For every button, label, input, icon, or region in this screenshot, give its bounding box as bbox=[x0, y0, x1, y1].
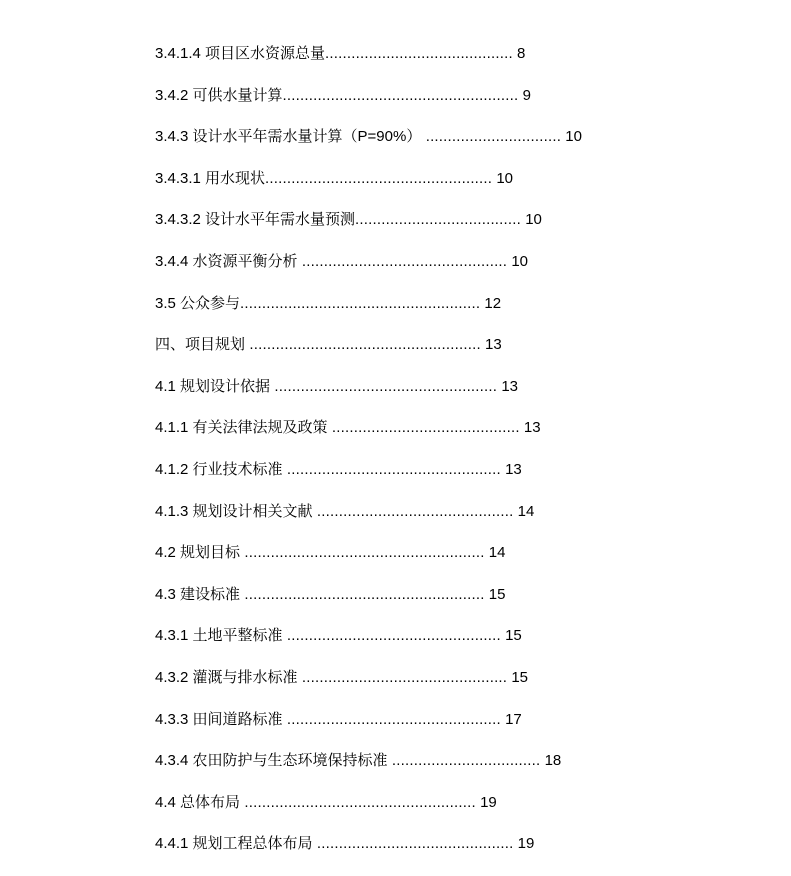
toc-leader-dots: ................................................... bbox=[270, 377, 498, 395]
toc-entry[interactable] bbox=[155, 375, 775, 417]
toc-leader-dots: ................................................. bbox=[282, 460, 501, 478]
toc-entry[interactable] bbox=[155, 708, 775, 750]
toc-leader-dots: ................................................. bbox=[282, 710, 501, 728]
toc-entry[interactable] bbox=[155, 125, 775, 167]
toc-entry-title: 3.4.1.4 项目区水资源总量 bbox=[155, 45, 326, 62]
toc-entry-title: 4.1.2 行业技术标准 bbox=[155, 460, 283, 478]
toc-leader-dots: ............................................... bbox=[297, 252, 508, 270]
toc-page-number: 10 bbox=[565, 128, 582, 146]
toc-page-number: 14 bbox=[488, 544, 506, 562]
toc-leader-dots: ....................................................... bbox=[240, 544, 485, 562]
toc-entry[interactable] bbox=[155, 208, 775, 250]
toc-page-number: 14 bbox=[517, 502, 535, 520]
toc-entry-title: 3.4.3.2 设计水平年需水量预测 bbox=[155, 211, 356, 229]
toc-entry[interactable] bbox=[155, 541, 775, 583]
toc-entry-title: 3.5 公众参与 bbox=[155, 294, 241, 312]
toc-entry-title: 3.4.3 设计水平年需水量计算（P=90%） bbox=[155, 128, 422, 146]
toc-leader-dots: ............................................. bbox=[312, 502, 514, 520]
toc-entry-title: 4.3.1 土地平整标准 bbox=[155, 627, 283, 645]
toc-entry[interactable] bbox=[155, 500, 775, 542]
toc-leader-dots: .................................................... bbox=[265, 169, 493, 187]
toc-leader-dots: ...................................................... bbox=[282, 86, 519, 104]
toc-entry[interactable] bbox=[155, 333, 775, 375]
toc-entry-title: 4.1 规划设计依据 bbox=[155, 377, 271, 395]
toc-entry[interactable] bbox=[155, 458, 775, 500]
toc-entry-title: 四、项目规划 bbox=[155, 336, 246, 354]
toc-page-number: 10 bbox=[525, 211, 542, 229]
toc-entry-title: 4.2 规划目标 bbox=[155, 544, 241, 562]
table-of-contents bbox=[155, 42, 775, 874]
toc-leader-dots: ............................................... bbox=[297, 668, 508, 686]
toc-page-number: 17 bbox=[505, 710, 522, 728]
toc-page-number: 13 bbox=[485, 336, 502, 354]
toc-leader-dots: ............................... bbox=[421, 128, 562, 146]
toc-page-number: 10 bbox=[511, 252, 529, 270]
toc-page-number: 18 bbox=[544, 752, 562, 770]
toc-page-number: 8 bbox=[517, 45, 526, 62]
toc-entry-title: 4.4 总体布局 bbox=[155, 793, 241, 811]
toc-entry[interactable] bbox=[155, 749, 775, 791]
toc-entry[interactable] bbox=[155, 292, 775, 334]
toc-page-number: 13 bbox=[501, 377, 518, 395]
toc-page-number: 19 bbox=[480, 793, 497, 811]
toc-entry-title: 3.4.4 水资源平衡分析 bbox=[155, 252, 298, 270]
toc-entry[interactable] bbox=[155, 416, 775, 458]
toc-leader-dots: ..................................................... bbox=[240, 793, 476, 811]
toc-entry[interactable] bbox=[155, 167, 775, 209]
toc-page-number: 15 bbox=[511, 668, 529, 686]
toc-entry[interactable] bbox=[155, 84, 775, 126]
toc-leader-dots: ....................................................... bbox=[240, 294, 481, 312]
toc-page-number: 15 bbox=[505, 627, 522, 645]
toc-leader-dots: ........................................... bbox=[327, 419, 520, 437]
toc-entry-title: 4.1.3 规划设计相关文献 bbox=[155, 502, 313, 520]
toc-entry-title: 3.4.3.1 用水现状 bbox=[155, 169, 266, 187]
toc-leader-dots: ........................................... bbox=[325, 45, 513, 62]
toc-leader-dots: ....................................................... bbox=[240, 585, 485, 603]
toc-entry-title: 4.3.3 田间道路标准 bbox=[155, 710, 283, 728]
toc-page-number: 12 bbox=[484, 294, 502, 312]
toc-page-number: 19 bbox=[517, 835, 535, 853]
toc-entry[interactable] bbox=[155, 791, 775, 833]
toc-entry-title: 4.3.2 灌溉与排水标准 bbox=[155, 668, 298, 686]
toc-entry[interactable] bbox=[155, 42, 775, 84]
toc-page-number: 9 bbox=[522, 86, 531, 104]
toc-entry-title: 4.1.1 有关法律法规及政策 bbox=[155, 419, 328, 437]
toc-entry-title: 4.4.1 规划工程总体布局 bbox=[155, 835, 313, 853]
toc-entry[interactable] bbox=[155, 832, 775, 874]
toc-page-number: 15 bbox=[488, 585, 506, 603]
toc-leader-dots: ................................................. bbox=[282, 627, 501, 645]
toc-page-number: 13 bbox=[523, 419, 541, 437]
toc-entry[interactable] bbox=[155, 624, 775, 666]
toc-entry-title: 3.4.2 可供水量计算 bbox=[155, 86, 283, 104]
toc-leader-dots: ...................................... bbox=[355, 211, 522, 229]
toc-leader-dots: .................................. bbox=[387, 752, 541, 770]
toc-leader-dots: ..................................................... bbox=[245, 336, 481, 354]
toc-entry-title: 4.3 建设标准 bbox=[155, 585, 241, 603]
toc-page-number: 10 bbox=[496, 169, 514, 187]
toc-entry-title: 4.3.4 农田防护与生态环境保持标准 bbox=[155, 752, 388, 770]
toc-entry[interactable] bbox=[155, 583, 775, 625]
toc-page-number: 13 bbox=[505, 460, 522, 478]
toc-entry[interactable] bbox=[155, 250, 775, 292]
toc-entry[interactable] bbox=[155, 666, 775, 708]
toc-leader-dots: ............................................. bbox=[312, 835, 514, 853]
